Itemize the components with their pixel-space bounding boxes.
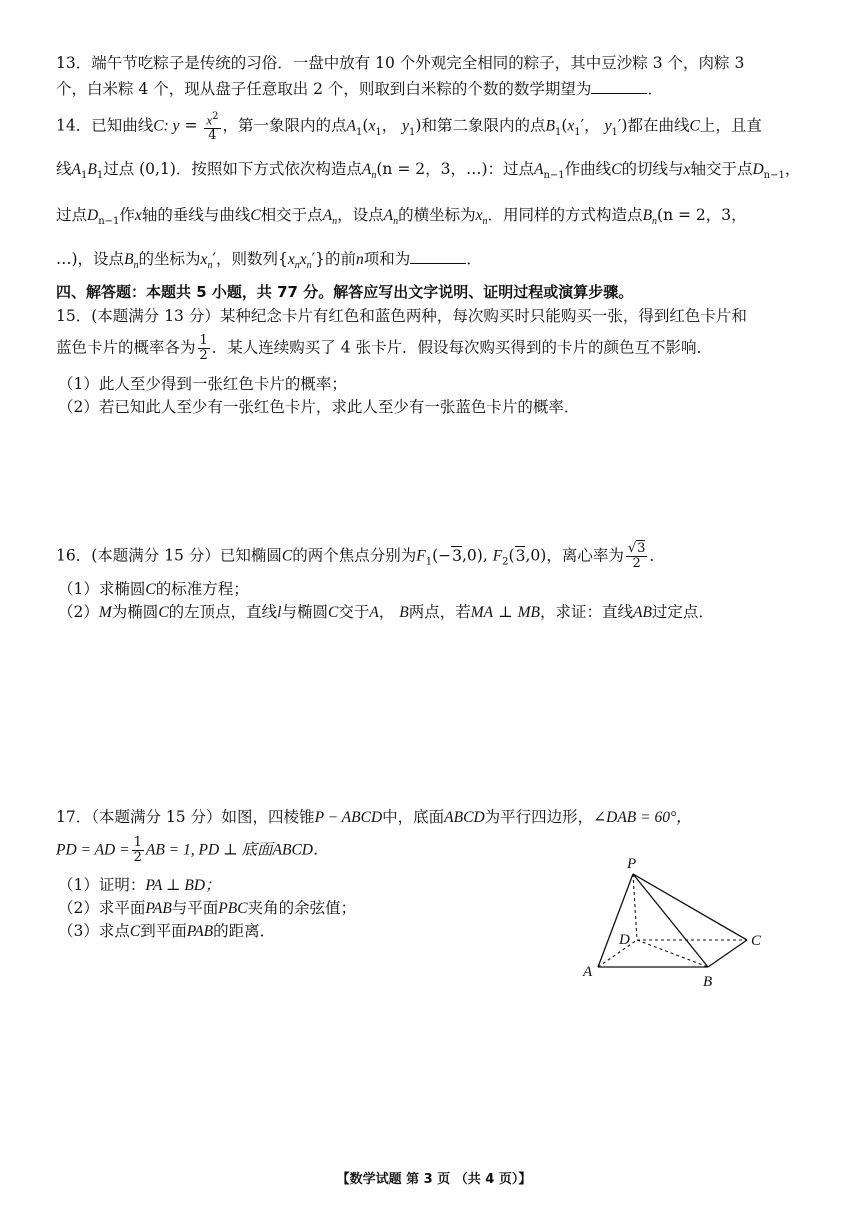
q17-line1: 17．（本题满分 15 分）如图，四棱锥P − ABCD中，底面ABCD为平行四边形，∠DAB = 60°， bbox=[56, 808, 692, 826]
pyramid-figure bbox=[575, 852, 775, 997]
q15-sub1: （1）此人至少得到一张红色卡片的概率； bbox=[58, 375, 347, 393]
fraction-one-half: $\frac{1}{2}$ bbox=[199, 333, 208, 363]
q14-line1: 14．已知曲线C: y = $\frac{x^2}{4}$ ，第一象限内的点$A_1(x_1$， $y_1$)和第二象限内的点$B_1(x_1'$， $y_1'$)都在曲线C上，且直 bbox=[56, 111, 762, 144]
q15-line2: 蓝色卡片的概率各为 $\frac{1}{2}$ ．某人连续购买了 4 张卡片．假设每次购买得到的卡片的颜色互不影响． bbox=[56, 333, 713, 363]
q14-line4: …)，设点$B_n$的坐标为$x_n'$，则数列$\{x_nx_n'\}$的前n项和为 ． bbox=[56, 250, 482, 272]
label-P: P bbox=[627, 856, 637, 872]
label-B: B bbox=[703, 974, 713, 990]
label-A: A bbox=[583, 964, 593, 980]
q13-line1: 13．端午节吃粽子是传统的习俗．一盘中放有 10 个外观完全相同的粽子，其中豆沙粽 3 个，肉粽 3 bbox=[56, 54, 745, 72]
section-heading: 四、解答题：本题共 5 小题，共 77 分。解答应写出文字说明、证明过程或演算步骤。 bbox=[56, 283, 634, 301]
edge-PA bbox=[598, 874, 633, 967]
q17-sub2: （2）求平面PAB与平面PBC夹角的余弦值； bbox=[58, 899, 357, 917]
edge-AD bbox=[598, 940, 637, 967]
q14-line2: 线$A_1B_1$过点 (0,1)．按照如下方式依次构造点$A_n(n = 2$，3，…)：过点$A_{n-1}$作曲线C的切线与x轴交于点$D_{n-1}$， bbox=[56, 160, 801, 182]
q16-sub1: （1）求椭圆C的标准方程； bbox=[58, 580, 249, 598]
edge-PB bbox=[633, 874, 708, 967]
answer-blank[interactable] bbox=[410, 249, 466, 264]
edge-BC bbox=[708, 940, 747, 967]
q13-line2: 个，白米粽 4 个，现从盘子任意取出 2 个，则取到白米粽的个数的数学期望为 ． bbox=[56, 80, 663, 98]
label-D: D bbox=[619, 932, 630, 948]
fraction-one-half: $\frac{1}{2}$ bbox=[133, 835, 142, 865]
q15-line1: 15．(本题满分 13 分）某种纪念卡片有红色和蓝色两种，每次购买时只能购买一张，得到红色卡片和 bbox=[56, 307, 747, 325]
fraction-sqrt3-over-2: $\frac{√3}{2}$ bbox=[627, 541, 646, 571]
fraction-x2-over-4: $\frac{x^2}{4}$ bbox=[206, 111, 219, 144]
edge-PD bbox=[633, 874, 637, 940]
q17-sub1: （1）证明：PA ⊥ BD； bbox=[58, 876, 221, 894]
q17-line2: PD = AD = $\frac{1}{2}$ AB = 1, PD ⊥ 底面ABCD． bbox=[56, 835, 329, 865]
label-C: C bbox=[751, 933, 762, 949]
edge-PC bbox=[633, 874, 747, 940]
q14-line3: 过点$D_{n-1}$作x轴的垂线与曲线C相交于点$A_n$，设点$A_n$的横坐标为$x_n$．用同样的方式构造点$B_n(n = 2$，3， bbox=[56, 206, 747, 228]
q16-line1: 16．(本题满分 15 分）已知椭圆C的两个焦点分别为$F_1(-3,0)$, $F_2(3,0)$，离心率为 $\frac{√3}{2}$ ． bbox=[56, 541, 665, 571]
answer-blank[interactable] bbox=[591, 79, 647, 94]
page-footer: 【数学试题 第 3 页 （共 4 页）】 bbox=[336, 1172, 532, 1187]
q17-sub3: （3）求点C到平面PAB的距离． bbox=[58, 922, 276, 940]
q15-sub2: （2）若已知此人至少有一张红色卡片，求此人至少有一张蓝色卡片的概率． bbox=[58, 398, 580, 416]
q16-sub2: （2）M为椭圆C的左顶点，直线l与椭圆C交于A， B两点，若MA ⊥ MB，求证：直线AB过定点． bbox=[58, 603, 714, 621]
